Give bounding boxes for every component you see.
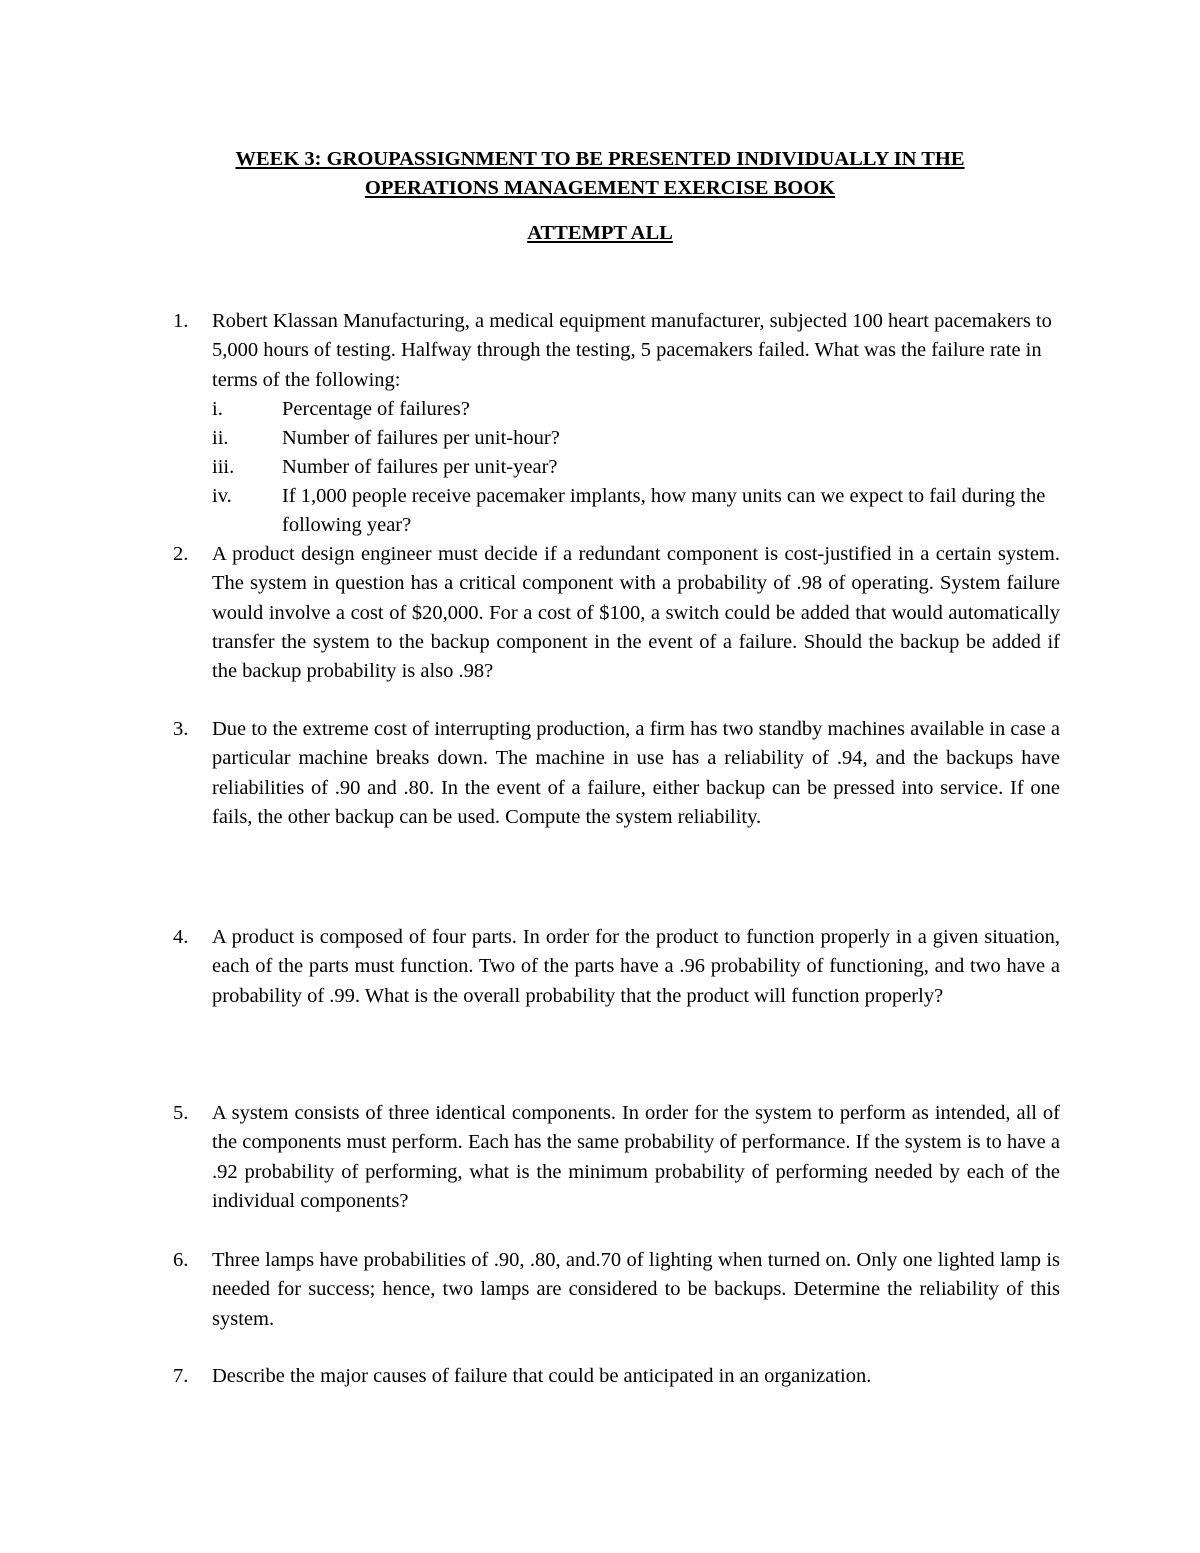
title-line-1: WEEK 3: GROUPASSIGNMENT TO BE PRESENTED INDIVIDUALLY IN THE: [235, 148, 965, 170]
question-5-number: 5.: [173, 1102, 189, 1124]
instruction-heading: ATTEMPT ALL: [527, 222, 673, 244]
question-2-number: 2.: [173, 543, 189, 565]
question-1-sub-iii-text: Number of failures per unit-year?: [282, 456, 558, 478]
question-6-text: Three lamps have probabilities of .90, .80, and.70 of lighting when turned on. Only one lighted lamp is needed for success; hence, two lamps are considered to be backups. Determine the reliability of this system.: [212, 1249, 1060, 1330]
question-1-sub-iv-label: iv.: [212, 485, 232, 507]
question-6-number: 6.: [173, 1249, 189, 1271]
question-1-sub-i-label: i.: [212, 398, 223, 420]
question-1-sub-iii-label: iii.: [212, 456, 235, 478]
question-4-text: A product is composed of four parts. In order for the product to function properly in a given situation, each of the parts must function. Two of the parts have a .96 probability of functioning, and two have a probability of .99. What is the overall probability that the product will function properly?: [212, 926, 1060, 1007]
question-5-text: A system consists of three identical components. In order for the system to perform as intended, all of the components must perform. Each has the same probability of performance. If the system is to have a .92 probability of performing, what is the minimum probability of performing needed by each of the individual components?: [212, 1102, 1060, 1212]
question-1-text: Robert Klassan Manufacturing, a medical equipment manufacturer, subjected 100 heart pacemakers to 5,000 hours of testing. Halfway through the testing, 5 pacemakers failed. What was the failure rate in terms of the following:: [212, 310, 1052, 391]
question-1-sub-i-text: Percentage of failures?: [282, 398, 470, 420]
question-3-text: Due to the extreme cost of interrupting production, a firm has two standby machines available in case a particular machine breaks down. The machine in use has a reliability of .94, and the backups have reliabilities of .90 and .80. In the event of a failure, either backup can be pressed into service. If one fails, the other backup can be used. Compute the system reliability.: [212, 718, 1060, 828]
question-1-sub-ii-label: ii.: [212, 427, 229, 449]
question-2-text: A product design engineer must decide if a redundant component is cost-justified in a certain system. The system in question has a critical component with a probability of .98 of operating. System failure would involve a cost of $20,000. For a cost of $100, a switch could be added that would automatically transfer the system to the backup component in the event of a failure. Should the backup be added if the backup probability is also .98?: [212, 543, 1060, 683]
question-3-number: 3.: [173, 718, 189, 740]
title-line-2: OPERATIONS MANAGEMENT EXERCISE BOOK: [364, 177, 836, 199]
question-1-number: 1.: [173, 310, 189, 332]
question-7-number: 7.: [173, 1365, 189, 1387]
question-7-text: Describe the major causes of failure that could be anticipated in an organization.: [212, 1365, 872, 1387]
question-1-sub-ii-text: Number of failures per unit-hour?: [282, 427, 560, 449]
question-1-sub-iv-text: If 1,000 people receive pacemaker implants, how many units can we expect to fail during the following year?: [282, 485, 1046, 537]
question-4-number: 4.: [173, 926, 189, 948]
